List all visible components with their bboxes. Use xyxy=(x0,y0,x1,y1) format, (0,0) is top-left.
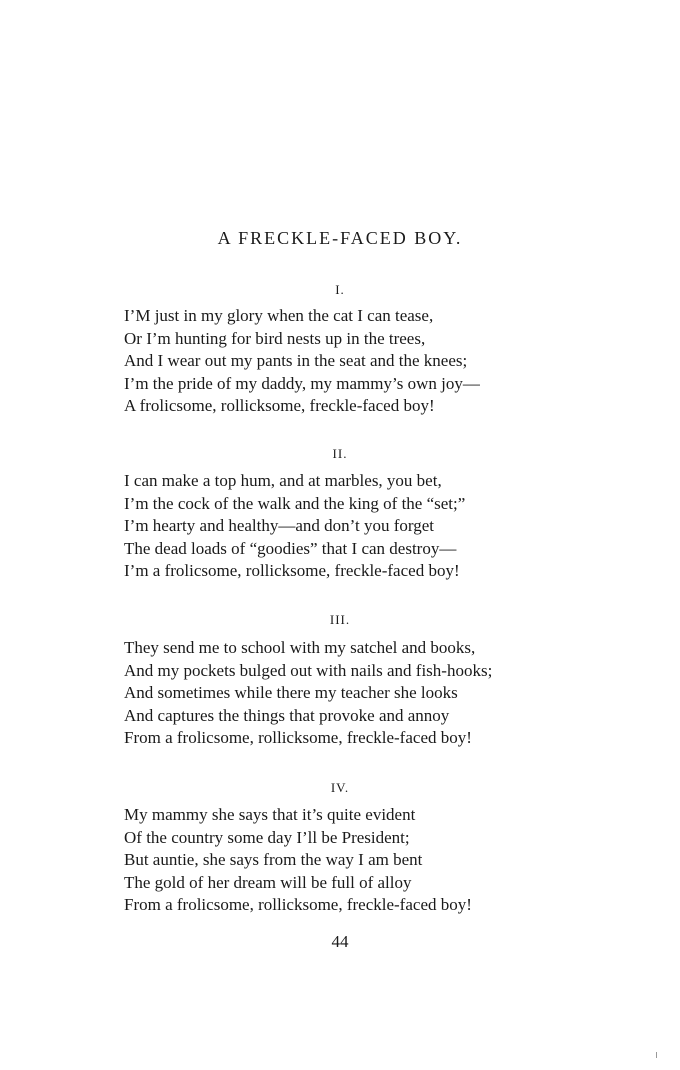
stanza-4-line: The gold of her dream will be full of alloy xyxy=(124,872,412,892)
stanza-1-line: I’M just in my glory when the cat I can tease, xyxy=(124,306,434,325)
stanza-1-line: Or I’m hunting for bird nests up in the trees, xyxy=(124,328,426,348)
stanza-2-line: I can make a top hum, and at marbles, you bet, xyxy=(124,471,442,490)
page-number: 44 xyxy=(331,932,349,951)
stanza-3-numeral: III. xyxy=(329,612,351,627)
stanza-2 xyxy=(124,470,664,583)
stanza-4-line: Of the country some day I’ll be President; xyxy=(124,827,410,847)
stanza-2-line: I’m the cock of the walk and the king of the “set;” xyxy=(124,493,466,513)
stanza-2-line: The dead loads of “goodies” that I can destroy— xyxy=(124,538,457,558)
stanza-3 xyxy=(124,637,664,750)
stanza-4 xyxy=(124,804,664,917)
stanza-3-line: And captures the things that provoke and annoy xyxy=(124,705,450,725)
stanza-1-line: I’m the pride of my daddy, my mammy’s own joy— xyxy=(124,373,480,393)
stanza-4-line: My mammy she says that it’s quite evident xyxy=(124,805,416,824)
stanza-4-numeral: IV. xyxy=(330,780,350,795)
stanza-2-line: I’m a frolicsome, rollicksome, freckle-faced boy! xyxy=(124,561,460,580)
margin-mark xyxy=(656,1052,657,1058)
stanza-3-line: And sometimes while there my teacher she looks xyxy=(124,683,458,702)
stanza-3-line: And my pockets bulged out with nails and fish-hooks; xyxy=(124,660,493,680)
stanza-3-line: From a frolicsome, rollicksome, freckle-faced boy! xyxy=(124,728,472,747)
stanza-1-line: And I wear out my pants in the seat and the knees; xyxy=(124,351,468,370)
poem-title: A FRECKLE-FACED BOY. xyxy=(217,228,463,248)
stanza-2-numeral: II. xyxy=(332,446,348,461)
stanza-1-numeral: I. xyxy=(335,282,345,297)
stanza-1 xyxy=(124,305,664,418)
stanza-3-line: They send me to school with my satchel and books, xyxy=(124,638,476,657)
stanza-1-line: A frolicsome, rollicksome, freckle-faced boy! xyxy=(124,396,435,415)
stanza-4-line: From a frolicsome, rollicksome, freckle-faced boy! xyxy=(124,895,472,914)
stanza-2-line: I’m hearty and healthy—and don’t you forget xyxy=(124,516,435,535)
stanza-4-line: But auntie, she says from the way I am bent xyxy=(124,850,423,869)
